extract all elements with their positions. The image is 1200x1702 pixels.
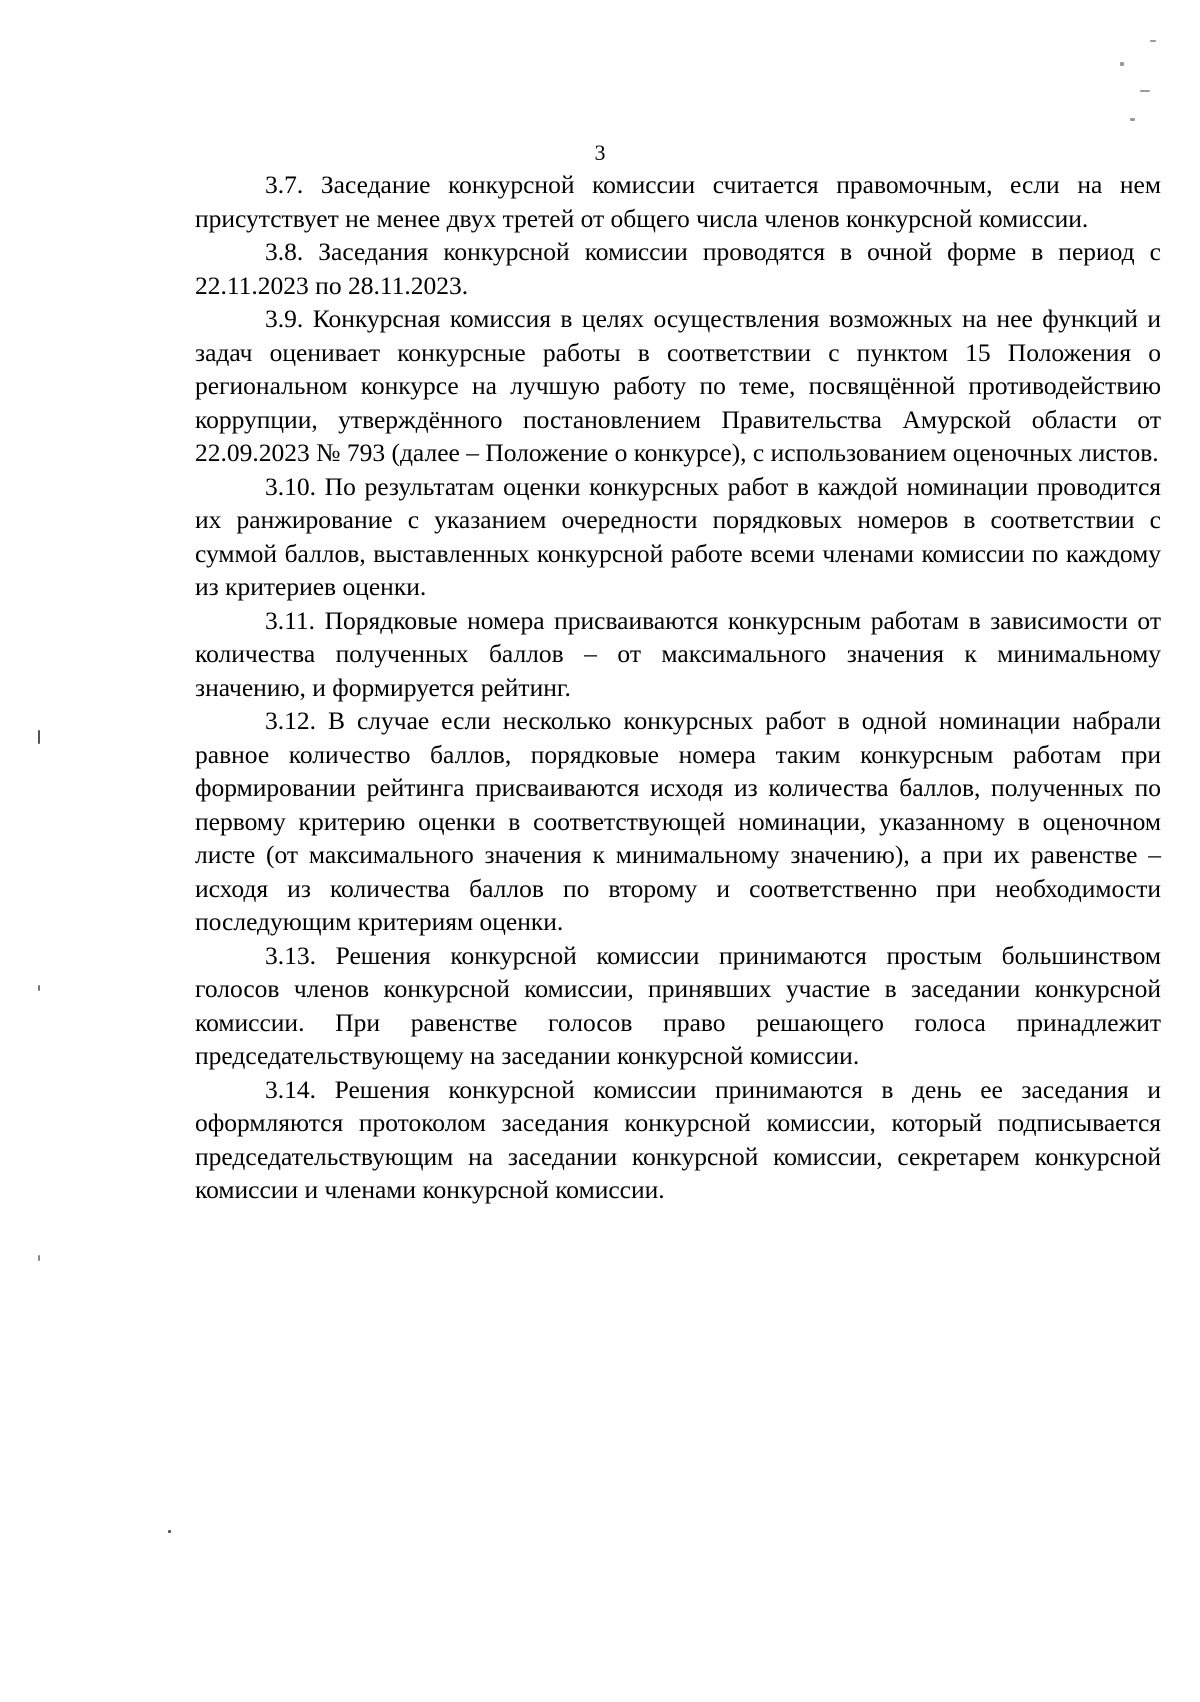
scan-artifact (38, 985, 40, 991)
clause-3-12: 3.12. В случае если несколько конкурсных работ в одной номинации набрали равное количество баллов, порядковые номера таким конкурсным работам при формировании рейтинга присваиваются исходя из количества баллов, полученных по первому критерию оценки в соответствующей номинации, указанному в оценочном листе (от максимального значения к минимальному значению), а при их равенстве – исходя из количества баллов по второму и соответственно при необходимости последующим критериям оценки. (195, 706, 1161, 936)
scan-artifact (1120, 62, 1124, 66)
document-body (195, 168, 1161, 1207)
clause-3-7: 3.7. Заседание конкурсной комиссии считается правомочным, если на нем присутствует не менее двух третей от общего числа членов конкурсной комиссии. (195, 170, 1161, 233)
scan-artifact (168, 1530, 171, 1533)
scan-artifact (1130, 118, 1135, 121)
clause-3-9: 3.9. Конкурсная комиссия в целях осуществления возможных на нее функций и задач оценивает конкурсные работы в соответствии с пунктом 15 Положения о региональном конкурсе на лучшую работу по теме, посвящённой противодействию коррупции, утверждённого постановлением Правительства Амурской области от 22.09.2023 № 793 (далее – Положение о конкурсе), с использованием оценочных листов. (195, 304, 1161, 467)
scan-artifact (1140, 90, 1150, 92)
clause-3-14: 3.14. Решения конкурсной комиссии принимаются в день ее заседания и оформляются протоколом заседания конкурсной комиссии, который подписывается председательствующим на заседании конкурсной комиссии, секретарем конкурсной комиссии и членами конкурсной комиссии. (195, 1074, 1161, 1204)
clause-3-8: 3.8. Заседания конкурсной комиссии проводятся в очной форме в период с 22.11.2023 по 28.11.2023. (195, 237, 1161, 300)
page-number: 3 (594, 140, 606, 165)
clause-3-11: 3.11. Порядковые номера присваиваются конкурсным работам в зависимости от количества полученных баллов – от максимального значения к минимальному значению, и формируется рейтинг. (195, 605, 1161, 702)
scan-artifact (38, 1255, 40, 1261)
clause-3-10: 3.10. По результатам оценки конкурсных работ в каждой номинации проводится их ранжирование с указанием очередности порядковых номеров в соответствии с суммой баллов, выставленных конкурсной работе всеми членами комиссии по каждому из критериев оценки. (195, 471, 1161, 601)
scan-artifact (1150, 40, 1156, 42)
clause-3-13: 3.13. Решения конкурсной комиссии принимаются простым большинством голосов членов конкурсной комиссии, принявших участие в заседании конкурсной комиссии. При равенстве голосов право решающего голоса принадлежит председательствующему на заседании конкурсной комиссии. (195, 940, 1161, 1070)
scan-artifact (38, 730, 40, 744)
